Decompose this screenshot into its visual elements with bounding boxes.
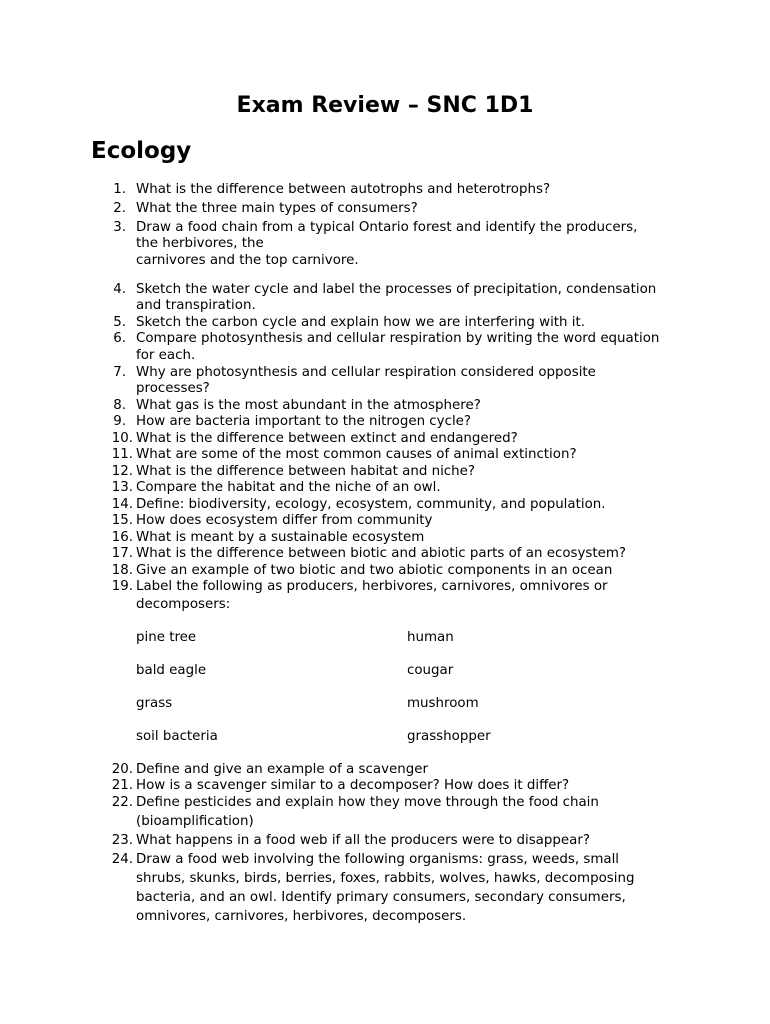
question-number: 18. [111,563,133,578]
question-number: 5. [113,315,126,330]
organism-label: pine tree [136,630,197,645]
question-number: 10. [111,431,133,446]
question-text-line: Compare the habitat and the niche of an owl. [136,480,441,495]
organism-label: soil bacteria [136,729,218,744]
question-text-line: Compare photosynthesis and cellular respiration by writing the word equation [136,331,660,346]
question-number: 20. [111,762,133,777]
question-text-line: Draw a food web involving the following organisms: grass, weeds, small [136,852,620,867]
organism-label: grasshopper [407,729,491,744]
question-text-line: bacteria, and an owl. Identify primary consumers, secondary consumers, [136,890,626,905]
question-text-line: Sketch the carbon cycle and explain how we are interfering with it. [136,315,586,330]
question-text-line: Define: biodiversity, ecology, ecosystem, community, and population. [136,497,606,512]
question-text-line: What is the difference between extinct and endangered? [136,431,518,446]
page-title: Exam Review – SNC 1D1 [236,93,534,118]
question-text-line: Give an example of two biotic and two abiotic components in an ocean [136,563,613,578]
question-number: 8. [113,398,126,413]
question-text-line: processes? [136,381,210,396]
question-text-line: for each. [136,348,196,363]
question-number: 2. [113,201,126,216]
question-number: 14. [111,497,133,512]
question-text-line: What are some of the most common causes of animal extinction? [136,447,577,462]
question-text-line: Define and give an example of a scavenger [136,762,428,777]
organism-label: grass [136,696,173,711]
organism-label: cougar [407,663,454,678]
question-number: 4. [113,282,126,297]
question-text-line: Sketch the water cycle and label the processes of precipitation, condensation [136,282,657,297]
question-text-line: What is the difference between habitat and niche? [136,464,475,479]
question-number: 9. [113,414,126,429]
question-text-line: What is the difference between biotic and abiotic parts of an ecosystem? [136,546,627,561]
question-text-line: What is meant by a sustainable ecosystem [136,530,425,545]
question-text-line: How does ecosystem differ from community [136,513,433,528]
question-text-line: omnivores, carnivores, herbivores, decomposers. [136,909,467,924]
question-number: 15. [111,513,133,528]
question-text-line: What happens in a food web if all the producers were to disappear? [136,833,590,848]
section-heading-ecology: Ecology [91,138,192,164]
question-text-line: and transpiration. [136,298,256,313]
question-number: 22. [111,795,133,810]
question-text-line: Draw a food chain from a typical Ontario forest and identify the producers, [136,220,638,235]
question-number: 24. [111,852,133,867]
question-number: 19. [111,579,133,594]
question-text-line: carnivores and the top carnivore. [136,253,359,268]
organism-label: bald eagle [136,663,207,678]
question-text-line: How are bacteria important to the nitrogen cycle? [136,414,472,429]
question-text-line: Why are photosynthesis and cellular respiration considered opposite [136,365,596,380]
question-number: 11. [111,447,133,462]
question-number: 12. [111,464,133,479]
question-number: 17. [111,546,133,561]
question-text-line: How is a scavenger similar to a decomposer? How does it differ? [136,778,570,793]
question-number: 1. [113,182,126,197]
question-number: 6. [113,331,126,346]
question-text-line: Label the following as producers, herbivores, carnivores, omnivores or [136,579,608,594]
organism-label: mushroom [407,696,479,711]
question-number: 16. [111,530,133,545]
question-text-line: the herbivores, the [136,236,264,251]
question-number: 21. [111,778,133,793]
question-number: 7. [113,365,126,380]
question-number: 13. [111,480,133,495]
question-text-line: Define pesticides and explain how they move through the food chain [136,795,599,810]
question-text-line: decomposers: [136,597,231,612]
question-text-line: shrubs, skunks, birds, berries, foxes, rabbits, wolves, hawks, decomposing [136,871,635,886]
question-text-line: (bioamplification) [136,814,254,829]
question-number: 3. [113,220,126,235]
question-number: 23. [111,833,133,848]
organism-label: human [407,630,454,645]
question-text-line: What the three main types of consumers? [136,201,418,216]
question-text-line: What is the difference between autotrophs and heterotrophs? [136,182,551,197]
question-text-line: What gas is the most abundant in the atmosphere? [136,398,481,413]
